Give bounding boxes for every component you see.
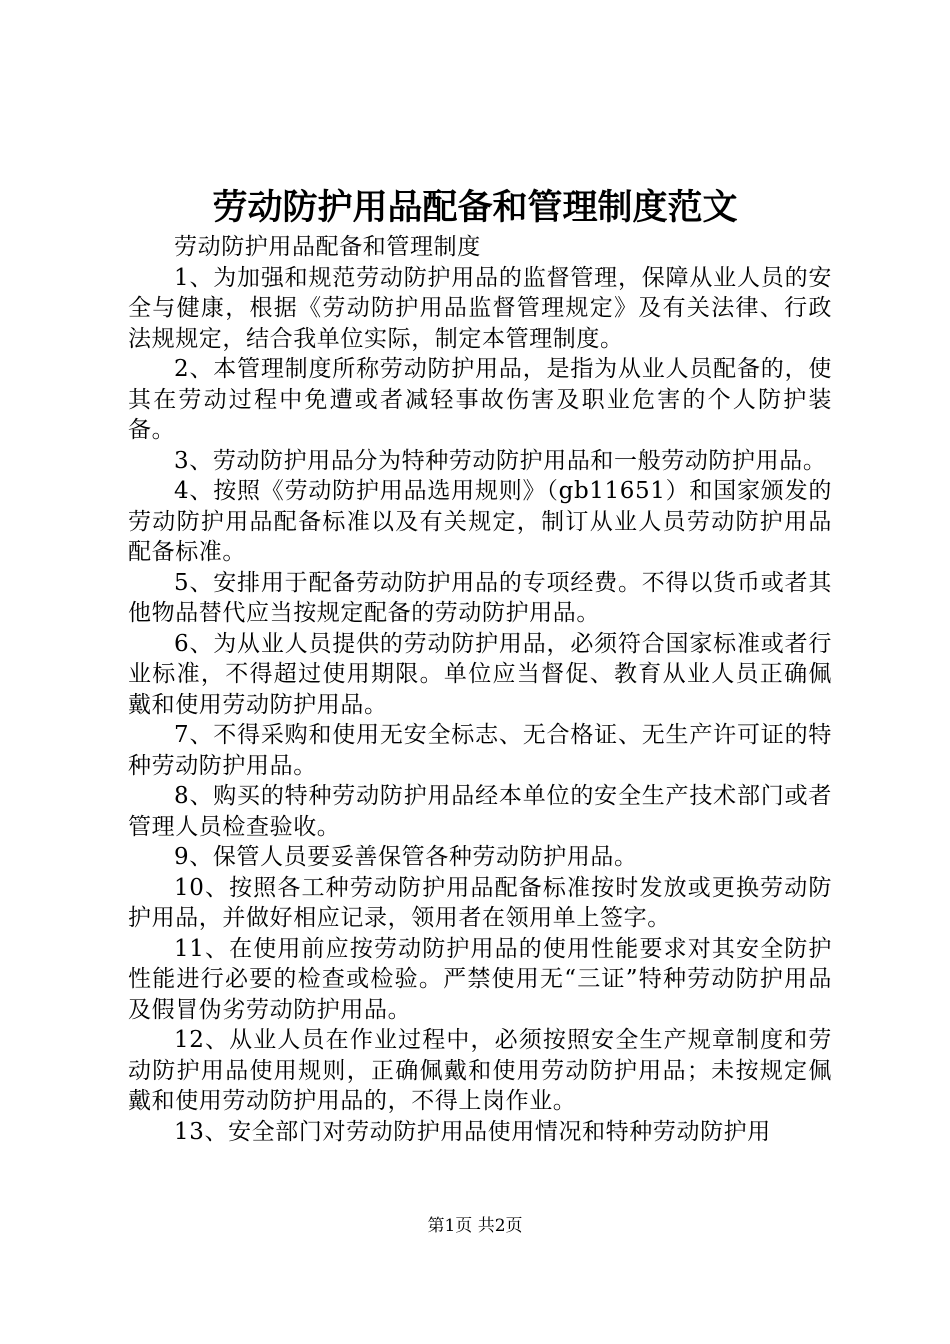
paragraph-subtitle: 劳动防护用品配备和管理制度 bbox=[174, 234, 481, 260]
paragraph-4: 4、按照《劳动防护用品选用规则》（gb11651）和国家颁发的劳动防护用品配备标准以及有关规定，制订从业人员劳动防护用品配备标准。 bbox=[128, 478, 832, 565]
paragraph-7: 7、不得采购和使用无安全标志、无合格证、无生产许可证的特种劳动防护用品。 bbox=[128, 722, 832, 779]
paragraph-6: 6、为从业人员提供的劳动防护用品，必须符合国家标准或者行业标准，不得超过使用期限。单位应当督促、教育从业人员正确佩戴和使用劳动防护用品。 bbox=[128, 630, 832, 718]
paragraph-12: 12、从业人员在作业过程中，必须按照安全生产规章制度和劳动防护用品使用规则，正确佩戴和使用劳动防护用品；未按规定佩戴和使用劳动防护用品的，不得上岗作业。 bbox=[128, 1027, 832, 1114]
paragraph-8: 8、购买的特种劳动防护用品经本单位的安全生产技术部门或者管理人员检查验收。 bbox=[128, 783, 832, 840]
paragraph-10: 10、按照各工种劳动防护用品配备标准按时发放或更换劳动防护用品，并做好相应记录，领用者在领用单上签字。 bbox=[128, 874, 832, 931]
paragraph-13: 13、安全部门对劳动防护用品使用情况和特种劳动防护用 bbox=[174, 1118, 771, 1145]
paragraph-2: 2、本管理制度所称劳动防护用品，是指为从业人员配备的，使其在劳动过程中免遭或者减轻事故伤害及职业危害的个人防护装备。 bbox=[128, 356, 832, 443]
paragraph-3: 3、劳动防护用品分为特种劳动防护用品和一般劳动防护用品。 bbox=[174, 447, 827, 474]
page-number-footer: 第1页 共2页 bbox=[427, 1216, 523, 1236]
paragraph-1: 1、为加强和规范劳动防护用品的监督管理，保障从业人员的安全与健康，根据《劳动防护用品监督管理规定》及有关法律、行政法规规定，结合我单位实际，制定本管理制度。 bbox=[128, 264, 832, 352]
paragraph-9: 9、保管人员要妥善保管各种劳动防护用品。 bbox=[174, 844, 638, 870]
document-title: 劳动防护用品配备和管理制度范文 bbox=[212, 187, 738, 228]
paragraph-5: 5、安排用于配备劳动防护用品的专项经费。不得以货币或者其他物品替代应当按规定配备的劳动防护用品。 bbox=[128, 569, 832, 626]
paragraph-11: 11、在使用前应按劳动防护用品的使用性能要求对其安全防护性能进行必要的检查或检验。严禁使用无“三证”特种劳动防护用品及假冒伪劣劳动防护用品。 bbox=[128, 935, 832, 1023]
document-body bbox=[128, 232, 832, 1147]
